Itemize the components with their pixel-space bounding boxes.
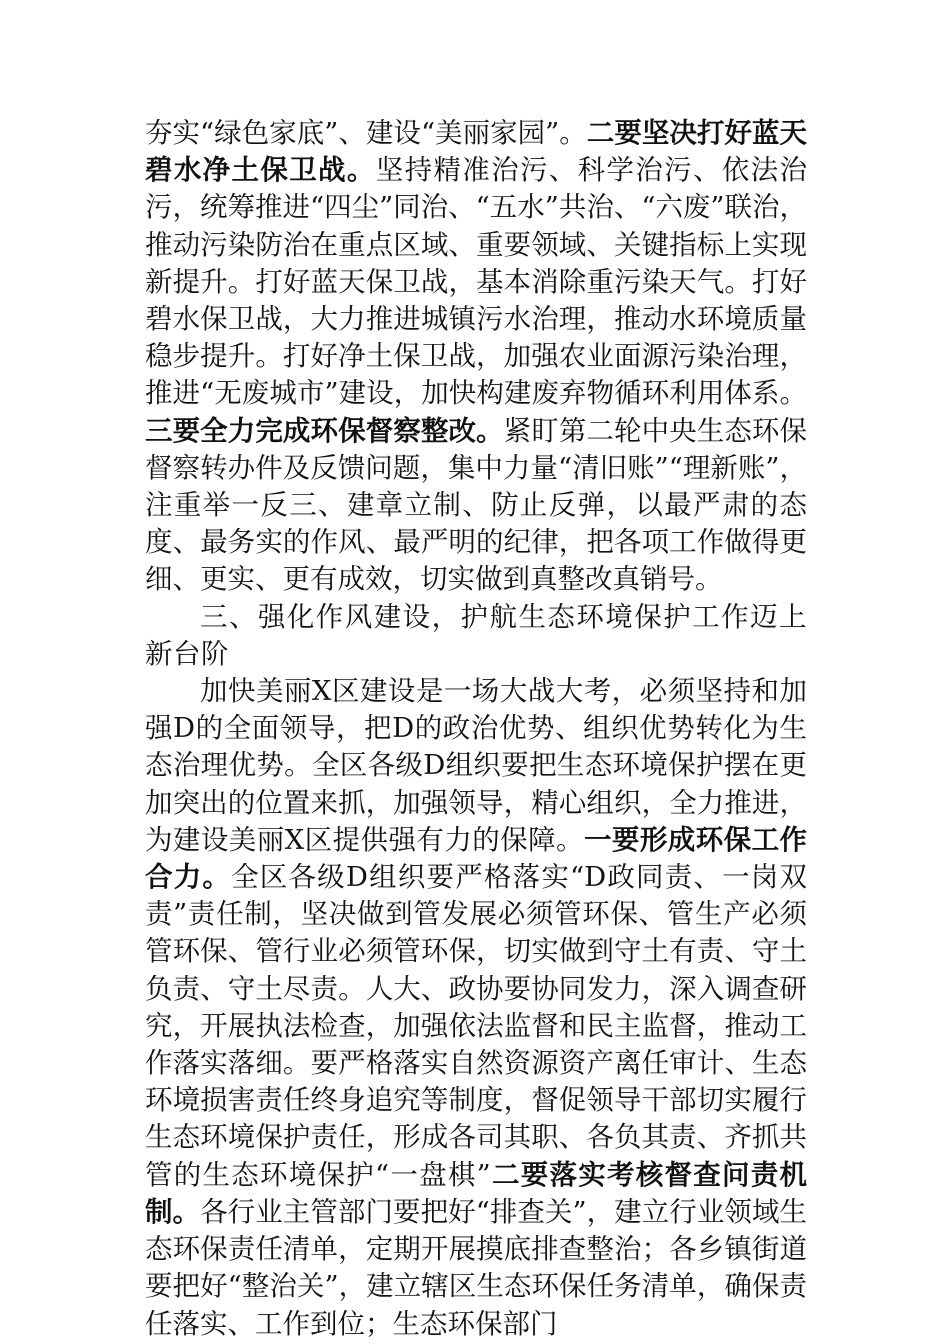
paragraph-text: 紧盯第二轮中央生态环保督察转办件及反馈问题，集中力量“清旧账”“理新账”，注重举一反三、建章立制、防止反弹，以最严肃的态度、最务实的作风、最严明的纪律，把各项工作做得更细、更实、更有成效，切实做到真整改真销号。: [145, 414, 808, 596]
paragraph-work-style: [145, 673, 807, 1343]
paragraph-text: 加快美丽X区建设是一场大战大考，必须坚持和加强D的全面领导，把D的政治优势、组织优势转化为生态治理优势。全区各级D组织要把生态环境保护摆在更加突出的位置来抓，加强领导，精心组织，全力推进，为建设美丽X区提供强有力的保障。: [145, 675, 807, 856]
bold-point-two-accountability: 二要落实考核督查问责机制。: [145, 1158, 807, 1228]
paragraph-pollution-prevention: [145, 115, 807, 599]
bold-point-two: 二要坚决打好蓝天碧水净土保卫战。: [145, 117, 808, 187]
paragraph-text: 夯实“绿色家底”、建设“美丽家园”。: [145, 117, 587, 149]
section-heading-three: 三、强化作风建设，护航生态环境保护工作迈上新台阶: [145, 600, 807, 670]
paragraph-text: 全区各级D组织要严格落实“D政同责、一岗双责”责任制，坚决做到管发展必须管环保、管生产必须管环保、管行业必须管环保，切实做到守土有责、守土负责、守土尽责。人大、政协要协同发力，深入调查研究，开展执法检查，加强依法监督和民主监督，推动工作落实落细。要严格落实自然资源资产离任审计、生态环境损害责任终身追究等制度，督促领导干部切实履行生态环境保护责任，形成各司其职、各负其责、齐抓共管的生态环境保护“一盘棋”: [145, 861, 807, 1191]
document-page: [145, 115, 807, 1343]
bold-point-three: 三要全力完成环保督察整改。: [145, 414, 504, 447]
bold-point-one: 一要形成环保工作合力。: [145, 823, 808, 894]
paragraph-text: 各行业主管部门要把好“排查关”，建立行业领域生态环保责任清单，定期开展摸底排查整治；各乡镇街道要把好“整治关”，建立辖区生态环保任务清单，确保责任落实、工作到位；生态环保部门: [145, 1195, 808, 1340]
paragraph-text: 坚持精准治污、科学治污、依法治污，统筹推进“四尘”同治、“五水”共治、“六废”联治，推动污染防治在重点区域、重要领域、关键指标上实现新提升。打好蓝天保卫战，基本消除重污染天气。打好碧水保卫战，大力推进城镇污水治理，推动水环境质量稳步提升。打好净土保卫战，加强农业面源污染治理，推进“无废城市”建设，加快构建废弃物循环利用体系。: [145, 154, 808, 410]
